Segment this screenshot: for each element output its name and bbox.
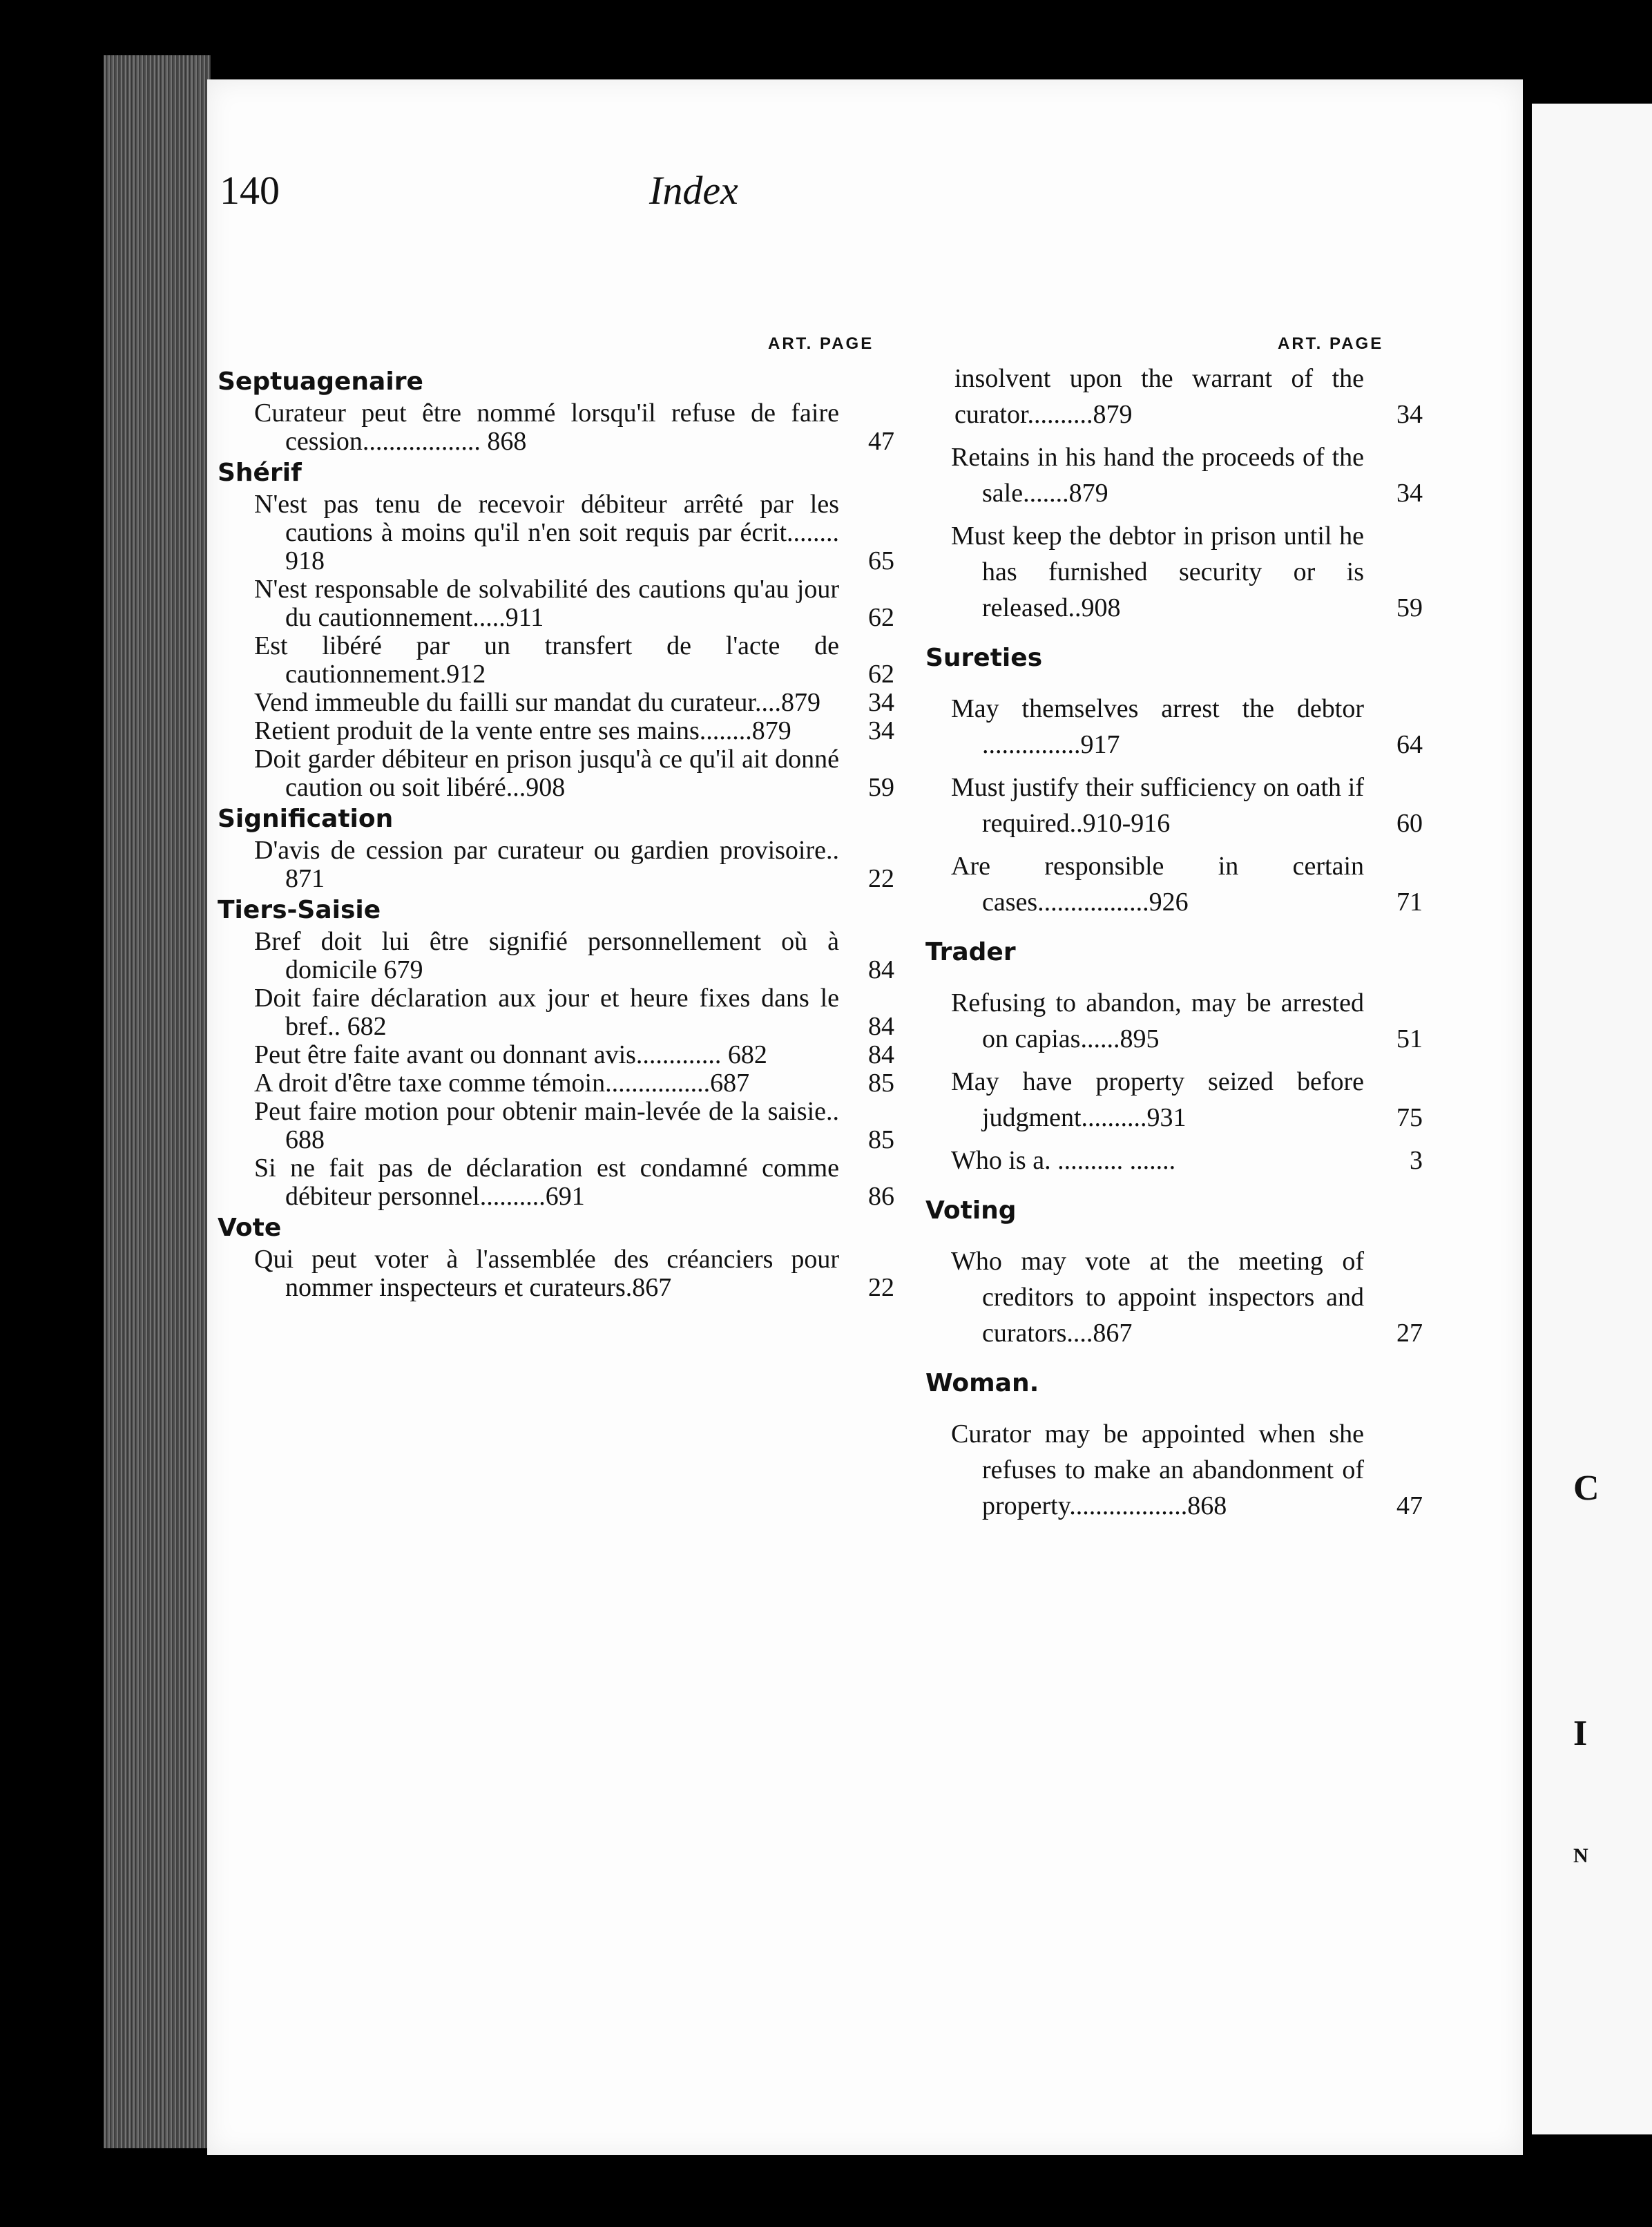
- index-entry: [218, 1069, 894, 1098]
- margin-fragment: N: [1573, 1844, 1588, 1867]
- column-header-right: ART. PAGE: [1278, 334, 1384, 353]
- index-entry-page: 60: [1396, 809, 1423, 838]
- index-entry-text: Qui peut voter à l'assemblée des créanciers pour nommer inspecteurs et curateurs.867: [254, 1245, 839, 1302]
- index-term: Signification: [218, 805, 394, 833]
- index-entry-text: Must justify their sufficiency on oath if required..910-916: [951, 773, 1364, 838]
- index-entry-text: Bref doit lui être signifié personnellement où à domicile 679: [254, 927, 839, 984]
- index-entry: [218, 1154, 894, 1211]
- index-entry-text: May have property seized before judgment..........931: [951, 1067, 1364, 1132]
- index-entry-page: 47: [868, 427, 894, 456]
- index-entry-text: A droit d'être taxe comme témoin................687: [254, 1069, 750, 1098]
- running-head: Index: [649, 168, 738, 213]
- index-entry: [925, 848, 1423, 920]
- index-entry-page: 84: [868, 955, 894, 984]
- index-entry-page: 64: [1396, 730, 1423, 759]
- index-entry-page: 62: [868, 660, 894, 689]
- index-entry-text: D'avis de cession par curateur ou gardien provisoire.. 871: [254, 836, 839, 893]
- index-entry-page: 22: [868, 864, 894, 893]
- index-entry-text: Vend immeuble du failli sur mandat du curateur....879: [254, 688, 820, 717]
- margin-fragment: I: [1573, 1714, 1588, 1753]
- index-entry: [925, 770, 1423, 841]
- index-entry-text: Si ne fait pas de déclaration est condamné comme débiteur personnel..........691: [254, 1154, 839, 1211]
- index-entry-text: Curator may be appointed when she refuses to make an abandonment of property..................868: [951, 1420, 1364, 1520]
- index-entry-page: 86: [868, 1182, 894, 1211]
- index-entry-text: Retient produit de la vente entre ses mains........879: [254, 716, 791, 745]
- index-entry: [218, 575, 894, 632]
- index-entry: [925, 985, 1423, 1057]
- index-entry-text: Refusing to abandon, may be arrested on capias......895: [951, 988, 1364, 1053]
- index-entry-page: 34: [868, 688, 894, 717]
- index-entry: [925, 1143, 1423, 1178]
- index-term: Voting: [925, 1196, 1017, 1225]
- index-entry-page: 34: [1396, 400, 1423, 429]
- index-entry: [218, 399, 894, 456]
- index-entry: [925, 439, 1423, 511]
- index-entry-page: 59: [868, 773, 894, 802]
- index-entry-page: 59: [1396, 593, 1423, 622]
- index-entry: [925, 1416, 1423, 1524]
- index-entry-text: N'est pas tenu de recevoir débiteur arrêté par les cautions à moins qu'il n'en soit requis par écrit........ 918: [254, 490, 839, 575]
- index-entry-page: 84: [868, 1012, 894, 1041]
- index-entry-text: May themselves arrest the debtor ...............917: [951, 694, 1364, 759]
- index-entry-text: Curateur peut être nommé lorsqu'il refuse de faire cession.................. 868: [254, 399, 839, 456]
- index-entry: [925, 691, 1423, 763]
- index-entry-page: 22: [868, 1273, 894, 1302]
- index-column-left: [218, 365, 894, 1302]
- index-entry-page: 84: [868, 1040, 894, 1069]
- index-entry-page: 62: [868, 603, 894, 632]
- index-entry: [218, 928, 894, 984]
- index-entry-text: Peut être faite avant ou donnant avis............. 682: [254, 1040, 767, 1069]
- index-term: Septuagenaire: [218, 367, 423, 396]
- index-entry: [925, 1243, 1423, 1351]
- page-number: 140: [220, 168, 280, 213]
- index-entry-page: 34: [1396, 479, 1423, 508]
- index-term: Sureties: [925, 644, 1043, 672]
- index-entry-text: Who is a. .......... .......: [951, 1146, 1176, 1175]
- index-term: Woman.: [925, 1369, 1039, 1397]
- index-term: Tiers-Saisie: [218, 896, 381, 924]
- index-entry: [925, 518, 1423, 626]
- index-entry-text: Est libéré par un transfert de l'acte de cautionnement.912: [254, 631, 839, 689]
- index-entry-page: 75: [1396, 1103, 1423, 1132]
- facing-page-edge: [1532, 104, 1652, 2134]
- index-entry: [218, 632, 894, 689]
- index-entry-text: Doit garder débiteur en prison jusqu'à ce qu'il ait donné caution ou soit libéré...908: [254, 745, 839, 802]
- index-entry: [925, 361, 1423, 432]
- index-entry-text: Must keep the debtor in prison until he has furnished security or is released..908: [951, 522, 1364, 622]
- index-entry-text: insolvent upon the warrant of the curator..........879: [954, 364, 1364, 429]
- index-entry-text: Are responsible in certain cases.................926: [951, 852, 1364, 917]
- index-entry-page: 85: [868, 1069, 894, 1098]
- page-edges: [104, 55, 211, 2148]
- index-entry: [218, 1098, 894, 1154]
- index-entry-text: Doit faire déclaration aux jour et heure fixes dans le bref.. 682: [254, 984, 839, 1041]
- index-entry-page: 51: [1396, 1024, 1423, 1053]
- index-entry: [218, 1041, 894, 1069]
- margin-fragment: C: [1573, 1469, 1600, 1508]
- index-entry: [218, 717, 894, 745]
- index-entry: [218, 689, 894, 717]
- index-entry: [925, 1064, 1423, 1136]
- index-term: Shérif: [218, 459, 302, 487]
- column-header-left: ART. PAGE: [768, 334, 874, 353]
- index-entry-text: Retains in his hand the proceeds of the sale.......879: [951, 443, 1364, 508]
- index-column-right: [925, 361, 1423, 1531]
- index-entry-text: N'est responsable de solvabilité des cautions qu'au jour du cautionnement.....911: [254, 575, 839, 632]
- index-entry: [218, 984, 894, 1041]
- index-entry: [218, 745, 894, 802]
- index-term: Vote: [218, 1214, 282, 1242]
- index-entry-page: 34: [868, 716, 894, 745]
- index-entry-page: 71: [1396, 888, 1423, 917]
- index-entry-text: Who may vote at the meeting of creditors to appoint inspectors and curators....867: [951, 1247, 1364, 1348]
- index-entry: [218, 837, 894, 893]
- index-entry-page: 27: [1396, 1319, 1423, 1348]
- index-entry-page: 85: [868, 1125, 894, 1154]
- index-entry-text: Peut faire motion pour obtenir main-levée de la saisie.. 688: [254, 1097, 839, 1154]
- index-entry-page: 3: [1410, 1146, 1423, 1175]
- index-entry: [218, 490, 894, 575]
- index-entry: [218, 1245, 894, 1302]
- index-entry-page: 65: [868, 546, 894, 575]
- index-entry-page: 47: [1396, 1491, 1423, 1520]
- index-term: Trader: [925, 938, 1016, 966]
